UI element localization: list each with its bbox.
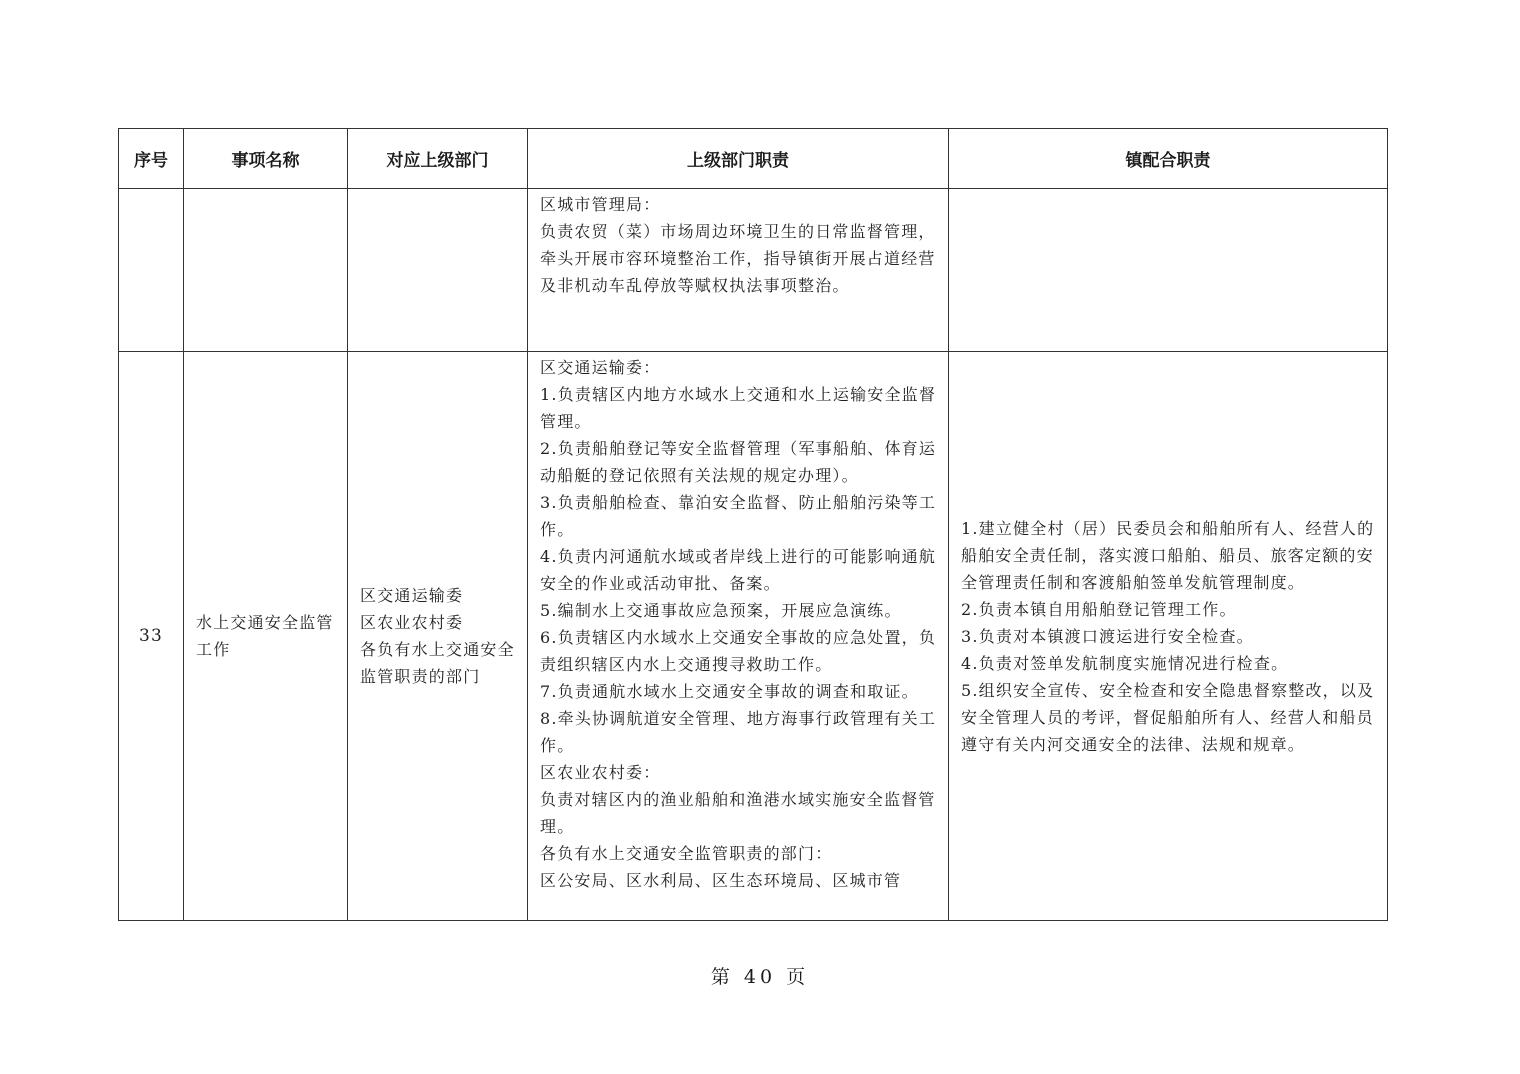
duty-line: 2.负责船舶登记等安全监督管理（军事船舶、体育运动船艇的登记依照有关法规的规定办理）。 bbox=[540, 439, 937, 485]
town-duty-line: 1.建立健全村（居）民委员会和船舶所有人、经营人的船舶安全责任制，落实渡口船舶、船员、旅客定额的安全管理责任制和客渡船舶签单发航管理制度。 bbox=[961, 518, 1375, 592]
dept-line: 各负有水上交通安全监管职责的部门 bbox=[360, 640, 515, 686]
duty-line: 3.负责船舶检查、靠泊安全监督、防止船舶污染等工作。 bbox=[540, 493, 937, 539]
duty-line: 8.牵头协调航道安全管理、地方海事行政管理有关工作。 bbox=[540, 709, 937, 755]
header-upper-duty: 上级部门职责 bbox=[528, 129, 949, 189]
table-row bbox=[119, 189, 1388, 352]
dept-line: 区交通运输委 bbox=[360, 586, 464, 605]
upper-duty-cell bbox=[528, 189, 949, 352]
town-duty-line: 5.组织安全宣传、安全检查和安全隐患督察整改，以及安全管理人员的考评，督促船舶所有人、经营人和船员遵守有关内河交通安全的法律、法规和规章。 bbox=[961, 680, 1375, 754]
upper-dept-cell bbox=[348, 352, 528, 921]
duty-line: 负责对辖区内的渔业船舶和渔港水域实施安全监督管理。 bbox=[540, 790, 936, 836]
duty-line: 5.编制水上交通事故应急预案，开展应急演练。 bbox=[540, 601, 902, 620]
duty-line: 区公安局、区水利局、区生态环境局、区城市管 bbox=[540, 871, 902, 890]
seq-cell bbox=[119, 189, 184, 352]
town-duty-line: 2.负责本镇自用船舶登记管理工作。 bbox=[961, 599, 1237, 619]
upper-duty-text bbox=[528, 189, 948, 299]
town-duty-cell bbox=[949, 189, 1388, 352]
header-town-duty: 镇配合职责 bbox=[949, 129, 1388, 189]
responsibility-table-container bbox=[118, 128, 1387, 921]
duty-line: 4.负责内河通航水域或者岸线上进行的可能影响通航安全的作业或活动审批、备案。 bbox=[540, 547, 937, 593]
header-seq: 序号 bbox=[119, 129, 184, 189]
town-duty-cell bbox=[949, 352, 1388, 921]
duty-line: 区城市管理局： bbox=[540, 195, 661, 214]
duty-line: 1.负责辖区内地方水域水上交通和水上运输安全监督管理。 bbox=[540, 385, 937, 431]
duty-line: 区农业农村委： bbox=[540, 763, 661, 782]
header-item-name: 事项名称 bbox=[184, 129, 348, 189]
town-duty-text bbox=[949, 515, 1387, 758]
duty-line: 区交通运输委： bbox=[540, 358, 661, 377]
duty-line: 7.负责通航水域水上交通安全事故的调查和取证。 bbox=[540, 682, 919, 701]
responsibility-table bbox=[118, 128, 1388, 921]
town-duty-line: 3.负责对本镇渡口渡运进行安全检查。 bbox=[961, 626, 1254, 646]
town-duty-line: 4.负责对签单发航制度实施情况进行检查。 bbox=[961, 653, 1289, 673]
table-header-row bbox=[119, 129, 1388, 189]
dept-line: 区农业农村委 bbox=[360, 613, 464, 632]
duty-line: 6.负责辖区内水域水上交通安全事故的应急处置，负责组织辖区内水上交通搜寻救助工作。 bbox=[540, 628, 937, 674]
item-name-cell bbox=[184, 352, 348, 921]
table-row bbox=[119, 352, 1388, 921]
seq-cell: 33 bbox=[119, 352, 184, 921]
item-name-text: 水上交通安全监管工作 bbox=[196, 613, 334, 659]
header-upper-dept: 对应上级部门 bbox=[348, 129, 528, 189]
upper-duty-cell bbox=[528, 352, 949, 921]
duty-line: 各负有水上交通安全监管职责的部门： bbox=[540, 844, 833, 863]
upper-duty-text bbox=[528, 352, 948, 894]
item-name-cell bbox=[184, 189, 348, 352]
page-number: 第 40 页 bbox=[710, 966, 810, 988]
upper-dept-text bbox=[348, 582, 527, 690]
upper-dept-cell bbox=[348, 189, 528, 352]
duty-line: 负责农贸（菜）市场周边环境卫生的日常监督管理，牵头开展市容环境整治工作，指导镇街开展占道经营及非机动车乱停放等赋权执法事项整治。 bbox=[540, 222, 936, 295]
